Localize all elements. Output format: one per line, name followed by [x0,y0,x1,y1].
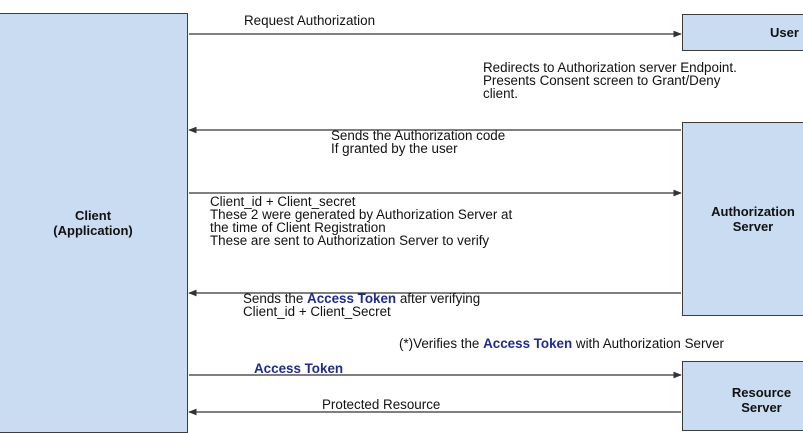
client-credentials-label: Client_id + Client_secret These 2 were generated by Authorization Server at the time of Client Registration These are sent to Authorization Server to verify [210,194,513,248]
request-authorization-label: Request Authorization [244,13,376,28]
user-label: User [770,25,799,40]
access-token-request-label: Access Token [254,361,344,376]
access-token-keyword: Access Token [307,291,397,306]
authorization-server-label: Authorization Server [711,204,795,234]
verifies-access-token-label [399,337,724,350]
sends-token-suffix: after verifying [396,291,481,306]
verifies-suffix: with Authorization Server [572,336,725,351]
sends-authorization-code-label: Sends the Authorization code If granted by the user [331,128,506,156]
protected-resource-label: Protected Resource [322,397,441,412]
verifies-prefix: (*)Verifies the [399,336,484,351]
sends-token-line2: Client_id + Client_Secret [243,304,391,319]
sends-access-token-label [243,292,480,318]
verifies-access-token-keyword: Access Token [483,336,573,351]
sends-token-prefix: Sends the [243,291,308,306]
resource-server-label: Resource Server [731,385,792,415]
client-application-label: Client (Application) [53,208,133,238]
redirects-consent-note: Redirects to Authorization server Endpoint. Presents Consent screen to Grant/Deny client. [483,60,737,101]
